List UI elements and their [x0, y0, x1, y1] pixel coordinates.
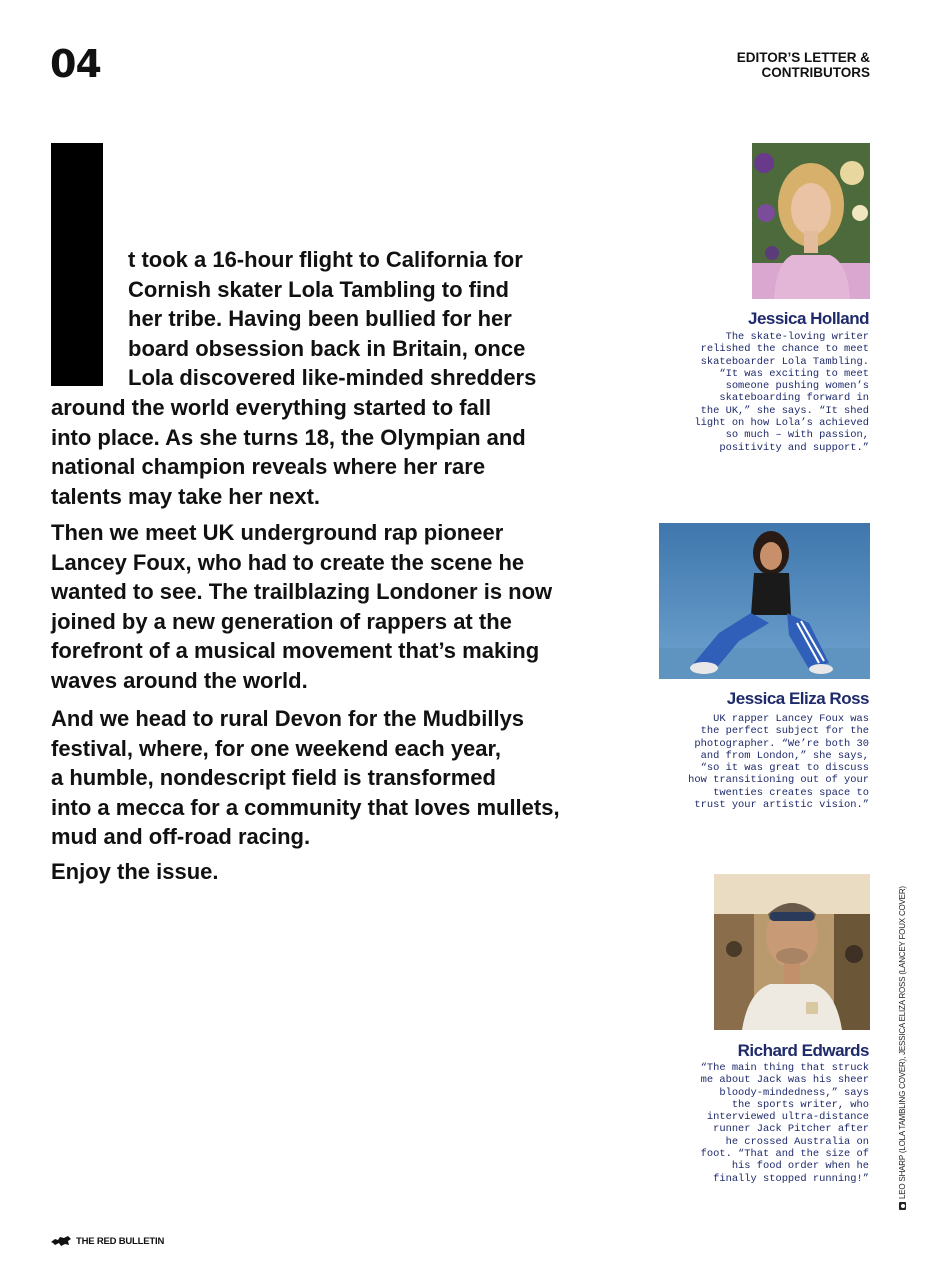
letter-line: Then we meet UK underground rap pioneer [51, 520, 504, 545]
bio-line: “so it was great to discuss [700, 762, 869, 775]
letter-line: into a mecca for a community that loves mullets, [51, 794, 560, 820]
letter-line: mud and off-road racing. [51, 824, 311, 850]
letter-line: t took a 16-hour flight to California for [128, 247, 523, 272]
footer-brand-text: THE RED BULLETIN [76, 1235, 165, 1247]
bio-line: so much – with passion, [725, 429, 869, 442]
letter-paragraph-2 [51, 518, 621, 696]
letter-line: Lancey Foux, who had to create the scene he [51, 549, 525, 575]
bio-line: runner Jack Pitcher after [713, 1123, 869, 1136]
bio-line: finally stopped running!” [713, 1172, 869, 1185]
page-number: 04 [50, 42, 101, 86]
bio-line: UK rapper Lancey Foux was [713, 713, 869, 725]
letter-line: joined by a new generation of rappers at the [51, 608, 512, 634]
bio-line: The skate-loving writer [725, 331, 869, 343]
bio-line: his food order when he [731, 1160, 869, 1173]
bio-line: me about Jack was his sheer [700, 1074, 869, 1087]
bio-line: photographer. “We’re both 30 [694, 737, 869, 750]
bio-line: twenties creates space to [713, 786, 869, 799]
bio-line: skateboarder Lola Tambling. [700, 355, 869, 368]
letter-line: Lola discovered like-minded shredders [128, 365, 537, 391]
contributor-name: Richard Edwards [737, 1041, 869, 1060]
bio-line: and from London,” she says, [700, 749, 869, 762]
bio-line: bloody-mindedness,” says [719, 1086, 869, 1099]
contributor-photo-edwards [714, 874, 870, 1030]
bio-line: skateboarding forward in [719, 392, 869, 405]
letter-paragraph-3 [51, 704, 621, 852]
photo-credit [898, 886, 907, 1210]
contributor-photo-holland [752, 143, 870, 299]
letter-line: Cornish skater Lola Tambling to find [128, 276, 509, 302]
bio-line: “It was exciting to meet [719, 367, 869, 380]
bio-line: positivity and support.” [719, 441, 869, 454]
bio-line: how transitioning out of your [688, 774, 869, 787]
bio-line: relished the chance to meet [700, 343, 869, 356]
bio-line: “The main thing that struck [700, 1062, 869, 1074]
bio-line: the UK,” she says. “It shed [700, 404, 869, 417]
bio-line: interviewed ultra-distance [706, 1111, 869, 1124]
camera-icon [899, 1202, 906, 1210]
letter-line: talents may take her next. [51, 483, 321, 509]
letter-line: And we head to rural Devon for the Mudbillys [51, 706, 525, 731]
letter-signoff [51, 857, 621, 887]
letter-line: forefront of a musical movement that’s making [51, 638, 540, 664]
letter-paragraph-1-indented [128, 245, 598, 393]
bio-line: the perfect subject for the [700, 725, 869, 738]
contributor-bio [669, 713, 869, 811]
contributor-name: Jessica Eliza Ross [726, 689, 869, 708]
bio-line: light on how Lola’s achieved [694, 417, 869, 430]
bio-line: the sports writer, who [731, 1098, 869, 1111]
letter-paragraph-1-continued [51, 393, 611, 511]
contributor-bio [669, 1062, 869, 1185]
letter-line: Enjoy the issue. [51, 859, 219, 884]
bio-line: foot. “That and the size of [700, 1148, 869, 1161]
letter-line: board obsession back in Britain, once [128, 335, 526, 361]
section-title: EDITOR’S LETTER & CONTRIBUTORS [736, 50, 870, 80]
letter-line: national champion reveals where her rare [51, 454, 486, 480]
letter-line: into place. As she turns 18, the Olympian and [51, 424, 526, 450]
letter-line: her tribe. Having been bullied for her [128, 306, 512, 332]
bull-logo-icon [50, 1235, 72, 1247]
letter-line: wanted to see. The trailblazing Londoner is now [51, 579, 553, 605]
bio-line: trust your artistic vision.” [694, 799, 869, 812]
photo-credit-text: LEO SHARP (LOLA TAMBLING COVER), JESSICA ELIZA ROSS (LANCEY FOUX COVER) [898, 886, 907, 1199]
contributor-bio [669, 331, 869, 454]
letter-line: around the world everything started to fall [51, 395, 492, 420]
letter-line: festival, where, for one weekend each year, [51, 735, 501, 761]
letter-line: a humble, nondescript field is transformed [51, 765, 496, 791]
drop-cap-letter-i [51, 143, 103, 386]
contributor-photo-ross [659, 523, 870, 679]
letter-line: waves around the world. [51, 667, 308, 693]
footer-brand [50, 1235, 164, 1247]
contributor-name: Jessica Holland [747, 309, 869, 328]
bio-line: someone pushing women’s [725, 380, 869, 393]
bio-line: he crossed Australia on [725, 1135, 869, 1148]
